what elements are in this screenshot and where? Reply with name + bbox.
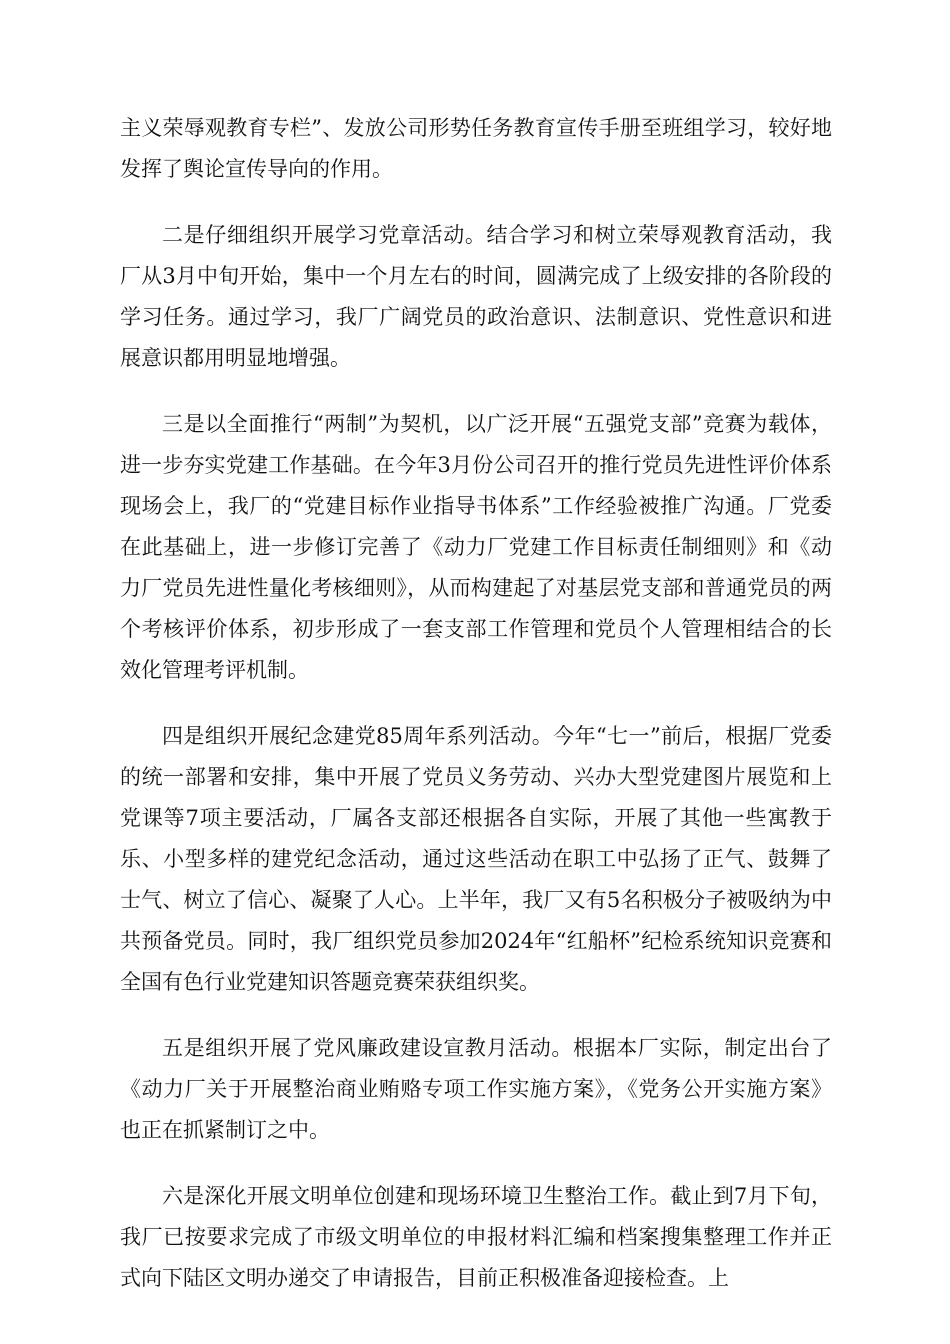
paragraph-85th-anniversary: 四是组织开展纪念建党85周年系列活动。今年“七一”前后，根据厂党委的统一部署和安排，集中开展了党员义务劳动、兴办大型党建图片展览和上党课等7项主要活动，厂属各支部还根据各自实际，开展了其他一些寓教于乐、小型多样的建党纪念活动，通过这些活动在职工中弘扬了正气、鼓舞了士气、树立了信心、凝聚了人心。上半年，我厂又有5名积极分子被吸纳为中共预备党员。同时，我厂组织党员参加2024年“红船杯”纪检系统知识竞赛和全国有色行业党建知识答题竞赛荣获组织奖。 — [120, 724, 832, 994]
paragraph-two-systems: 三是以全面推行“两制”为契机，以广泛开展“五强党支部”竞赛为载体，进一步夯实党建工作基础。在今年3月份公司召开的推行党员先进性评价体系现场会上，我厂的“党建目标作业指导书体系”工作经验被推广沟通。厂党委在此基础上，进一步修订完善了《动力厂党建工作目标责任制细则》和《动力厂党员先进性量化考核细则》，从而构建起了对基层党支部和普通党员的两个考核评价体系，初步形成了一套支部工作管理和党员个人管理相结合的长效化管理考评机制。 — [120, 412, 832, 682]
paragraph-continuation: 主义荣辱观教育专栏”、发放公司形势任务教育宣传手册至班组学习，较好地发挥了舆论宣传导向的作用。 — [120, 116, 832, 181]
document-body — [120, 108, 832, 1324]
paragraph-party-constitution-study: 二是仔细组织开展学习党章活动。结合学习和树立荣辱观教育活动，我厂从3月中旬开始，集中一个月左右的时间，圆满完成了上级安排的各阶段的学习任务。通过学习，我厂广阔党员的政治意识、法制意识、党性意识和进展意识都用明显地增强。 — [120, 223, 832, 370]
paragraph-civilized-unit: 六是深化开展文明单位创建和现场环境卫生整治工作。截止到7月下旬，我厂已按要求完成了市级文明单位的申报材料汇编和档案搜集整理工作并正式向下陆区文明办递交了申请报告，目前正积极准备迎接检查。上 — [120, 1184, 832, 1290]
paragraph-anti-corruption-month: 五是组织开展了党风廉政建设宣教月活动。根据本厂实际，制定出台了《动力厂关于开展整治商业贿赂专项工作实施方案》，《党务公开实施方案》也正在抓紧制订之中。 — [120, 1036, 832, 1142]
